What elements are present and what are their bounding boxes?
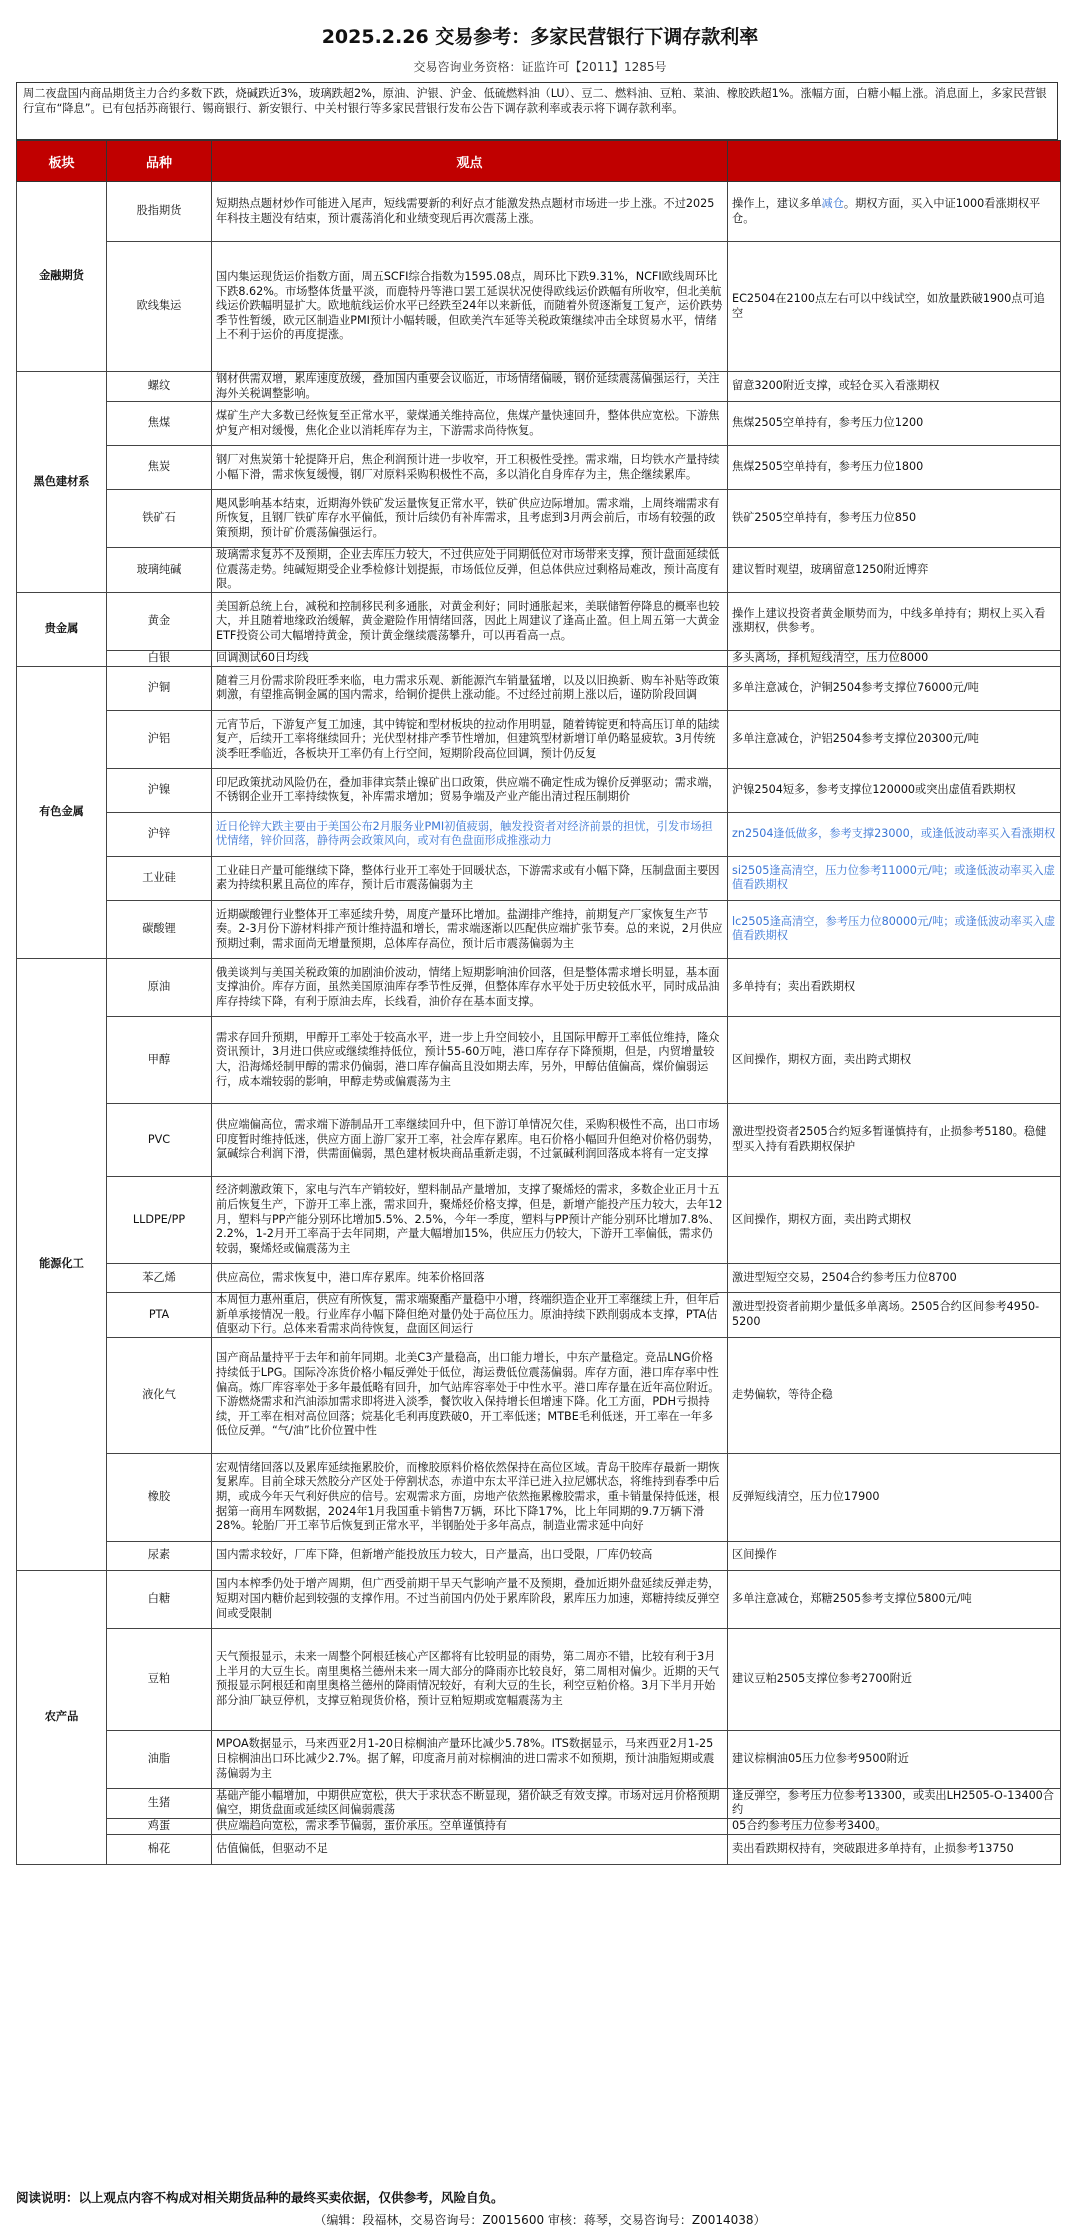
view-cell: 国产商品量持平于去年和前年同期。北美C3产量稳高，出口能力增长，中东产量稳定。竞品LNG价格持续低于LPG。国际冷冻货价格小幅反弹处于低位，海运费低位震荡偏弱。库存方面，港口库存率中性偏高。炼厂库容率处于多年最低略有回升，加气站库容率处于中性水平。港口库存量在近年高位附近。下游燃烧需求和汽油添加需求即将进入淡季，餐饮收入保持增长但增速下降。化工方面，PDH亏损持续，开工率在相对高位回落；烷基化毛利再度跌破0，开工率低迷；MTBE毛利低迷，开工率在一年多低位反弹。“气/油”比价位置中性 — [212, 1337, 728, 1453]
view-cell: 供应高位，需求恢复中，港口库存累库。纯苯价格回落 — [212, 1263, 728, 1292]
table-row — [17, 446, 1061, 490]
table-row — [17, 1788, 1061, 1818]
view-cell: 近期碳酸锂行业整体开工率延续升势，周度产量环比增加。盐湖排产维持，前期复产厂家恢复生产节奏。2-3月份下游材料排产预计维持温和增长，需求端逐渐以匹配供应端扩张节奏。总的来说，2月供应预期过剩，需求面尚无增量预期，总体库存高位，预计后市震荡偏弱为主 — [212, 900, 728, 958]
strategy-cell: 焦煤2505空单持有，参考压力位1800 — [728, 446, 1061, 490]
strategy-cell: 多单持有；卖出看跌期权 — [728, 958, 1061, 1016]
sector-cell: 农产品 — [17, 1570, 107, 1864]
sector-cell: 能源化工 — [17, 958, 107, 1570]
editor-credit: （编辑：段福林，交易咨询号：Z0015600 审核：蒋琴，交易咨询号：Z0014038） — [314, 2213, 766, 2227]
variety-cell: 沪镍 — [107, 768, 212, 812]
variety-cell: 甲醇 — [107, 1016, 212, 1103]
sector-cell: 有色金属 — [17, 666, 107, 958]
page-title: 2025.2.26 交易参考：多家民营银行下调存款利率 — [321, 26, 759, 48]
variety-cell: 苯乙烯 — [107, 1263, 212, 1292]
table-row — [17, 182, 1061, 242]
view-cell: 国内需求较好，厂库下降，但新增产能投放压力较大，日产量高，出口受限，厂库仍较高 — [212, 1541, 728, 1570]
header-variety: 品种 — [107, 141, 212, 182]
strategy-cell: si2505逢高清空，压力位参考11000元/吨；或逢低波动率买入虚值看跌期权 — [728, 856, 1061, 900]
variety-cell: 白银 — [107, 650, 212, 666]
table-row — [17, 1730, 1061, 1788]
view-cell: 短期热点题材炒作可能进入尾声，短线需要新的利好点才能激发热点题材市场进一步上涨。不过2025年科技主题没有结束，预计震荡消化和业绩变现后再次震荡上涨。 — [212, 182, 728, 242]
view-cell: 钢厂对焦炭第十轮提降开启，焦企利润预计进一步收窄，开工积极性受挫。需求端，日均铁水产量持续小幅下滑，需求恢复缓慢，钢厂对原料采购积极性不高，多以消化自身库存为主，焦企继续累库。 — [212, 446, 728, 490]
strategy-cell: 激进型投资者前期少量低多单离场。2505合约区间参考4950-5200 — [728, 1292, 1061, 1337]
view-cell: 玻璃需求复苏不及预期，企业去库压力较大，不过供应处于同期低位对市场带来支撑，预计盘面延续低位震荡走势。纯碱短期受企业季检修计划提振，市场低位反弹，但总体供应过剩格局难改，预计高度有限。 — [212, 548, 728, 593]
view-cell: 天气预报显示，未来一周整个阿根廷核心产区都将有比较明显的雨势，第二周亦不错，比较有利于3月上半月的大豆生长。南里奥格兰德州未来一周大部分的降雨亦比较良好，第二周相对偏少。近期的天气预报显示阿根廷和南里奥格兰德州的降雨情况较好，有利大豆的生长，利空豆粕价格。3月下半月开始部分油厂缺豆停机，支撑豆粕现货价格，预计豆粕短期或宽幅震荡为主 — [212, 1628, 728, 1730]
variety-cell: 生猪 — [107, 1788, 212, 1818]
view-cell: 元宵节后，下游复产复工加速，其中铸锭和型材板块的拉动作用明显，随着铸锭更和特高压订单的陆续复产，后续开工率将继续回升；光伏型材排产季节性增加，但建筑型材新增订单仍略显疲软。3月传统淡季旺季临近，各板块开工率仍有上行空间，短期阶段高位回调，预计仍反复 — [212, 710, 728, 768]
strategy-text-part: 减仓 — [821, 196, 844, 210]
header-strategy — [728, 141, 1061, 182]
strategy-text-part: 。期权方面，买入中证1000看涨期权平仓。 — [732, 196, 1041, 225]
view-cell: 工业硅日产量可能继续下降，整体行业开工率处于回暖状态，下游需求或有小幅下降，压制盘面主要因素为持续积累且高位的库存，预计后市震荡偏弱为主 — [212, 856, 728, 900]
view-cell: 美国新总统上台，减税和控制移民利多通胀，对黄金利好；同时通胀起来，美联储暂停降息的概率也较大，并且随着地缘政治缓解，黄金避险作用情绪回落，因此上周建议了逢高止盈。但上周五第一大黄金ETF投资公司大幅增持黄金，预计黄金继续震荡攀升，可以再看高一点。 — [212, 592, 728, 650]
strategy-text-part: 操作上，建议多单 — [732, 196, 822, 210]
strategy-cell: 05合约参考压力位参考3400。 — [728, 1818, 1061, 1834]
strategy-cell: 多单注意减仓，沪铜2504参考支撑位76000元/吨 — [728, 666, 1061, 710]
strategy-cell: zn2504逢低做多，参考支撑23000，或逢低波动率买入看涨期权 — [728, 812, 1061, 856]
strategy-cell: 激进型短空交易，2504合约参考压力位8700 — [728, 1263, 1061, 1292]
strategy-cell: 多单注意减仓，沪铝2504参考支撑位20300元/吨 — [728, 710, 1061, 768]
market-summary: 周二夜盘国内商品期货主力合约多数下跌，烧碱跌近3%，玻璃跌超2%，原油、沪银、沪金、低硫燃料油（LU）、豆二、燃料油、豆粕、菜油、橡胶跌超1%。涨幅方面，白糖小幅上涨。消息面上，多家民营银行宣布“降息”。已有包括苏商银行、锡商银行、新安银行、中关村银行等多家民营银行发布公告下调存款利率或表示将下调存款利率。 — [16, 82, 1058, 140]
table-row — [17, 372, 1061, 402]
variety-cell: PTA — [107, 1292, 212, 1337]
table-row — [17, 1292, 1061, 1337]
strategy-cell: 操作上建议投资者黄金顺势而为，中线多单持有；期权上买入看涨期权，供参考。 — [728, 592, 1061, 650]
strategy-cell: 建议棕榈油05压力位参考9500附近 — [728, 1730, 1061, 1788]
strategy-cell: 留意3200附近支撑，或轻仓买入看涨期权 — [728, 372, 1061, 402]
strategy-cell: 多单注意减仓，郑糖2505参考支撑位5800元/吨 — [728, 1570, 1061, 1628]
view-cell: 国内本榨季仍处于增产周期，但广西受前期干旱天气影响产量不及预期，叠加近期外盘延续反弹走势，短期对国内糖价起到较强的支撑作用。不过当前国内仍处于累库阶段，累库压力加速，郑糖持续反弹空间或受限制 — [212, 1570, 728, 1628]
variety-cell: 玻璃纯碱 — [107, 548, 212, 593]
table-row — [17, 592, 1061, 650]
view-cell: MPOA数据显示，马来西亚2月1-20日棕榈油产量环比减少5.78%。ITS数据显示，马来西亚2月1-25日棕榈油出口环比减少2.7%。据了解，印度斋月前对棕榈油的进口需求不如预期，预计油脂短期或震荡偏弱为主 — [212, 1730, 728, 1788]
table-row — [17, 856, 1061, 900]
view-cell: 宏观情绪回落以及累库延续拖累胶价，而橡胶原料价格依然保持在高位区域。青岛干胶库存最新一期恢复累库。目前全球天然胶分产区处于停割状态，赤道中东太平洋已进入拉尼娜状态，将维持到春季中后期，或成今年天气利好供应的信号。宏观需求方面，房地产依然拖累橡胶需求，重卡销量保持低迷，根据第一商用车网数据，2024年1月我国重卡销售7万辆，环比下降17%，比上年同期的9.7万辆下滑28%。轮胎厂开工率节后恢复到正常水平，半钢胎处于多年高点，制造业需求延中向好 — [212, 1453, 728, 1541]
table-row — [17, 666, 1061, 710]
reference-table — [16, 140, 1061, 1865]
table-row — [17, 548, 1061, 593]
header-sector: 板块 — [17, 141, 107, 182]
variety-cell: 沪铜 — [107, 666, 212, 710]
table-row — [17, 1176, 1061, 1263]
strategy-cell — [728, 182, 1061, 242]
variety-cell: 铁矿石 — [107, 490, 212, 548]
variety-cell: 螺纹 — [107, 372, 212, 402]
strategy-cell: 铁矿2505空单持有，参考压力位850 — [728, 490, 1061, 548]
table-row — [17, 490, 1061, 548]
view-cell: 本周恒力惠州重启，供应有所恢复，需求端聚酯产量稳中小增，终端织造企业开工率继续上升，但年后新单承接情况一般。行业库存小幅下降但绝对量仍处于高位压力。原油持续下跌削弱成本支撑，PTA估值驱动下行。总体来看需求尚待恢复，盘面区间运行 — [212, 1292, 728, 1337]
table-row — [17, 1818, 1061, 1834]
table-row — [17, 1103, 1061, 1176]
view-cell: 国内集运现货运价指数方面，周五SCFI综合指数为1595.08点，周环比下跌9.31%，NCFI欧线周环比下跌8.62%。市场整体货量平淡，而鹿特丹等港口罢工延误状况使得欧线运价跌幅有所收窄，但北美航线运价跌幅明显扩大。欧地航线运价水平已经跌至24年以来新低，而随着外贸逐渐复工复产，运价跌势季节性暂缓，欧元区制造业PMI预计小幅转暖，但欧美汽车延等关税政策继续冲击全球贸易水平，情绪上不利于运价的再度提涨。 — [212, 242, 728, 372]
table-row — [17, 1628, 1061, 1730]
variety-cell: 原油 — [107, 958, 212, 1016]
sector-cell: 金融期货 — [17, 182, 107, 372]
sector-cell: 贵金属 — [17, 592, 107, 666]
strategy-cell: 卖出看跌期权持有，突破跟进多单持有，止损参考13750 — [728, 1834, 1061, 1864]
variety-cell: 橡胶 — [107, 1453, 212, 1541]
view-cell: 回调测试60日均线 — [212, 650, 728, 666]
variety-cell: 工业硅 — [107, 856, 212, 900]
view-cell: 需求存回升预期，甲醇开工率处于较高水平，进一步上升空间较小，且国际甲醇开工率低位维持，隆众资讯预计，3月进口供应或继续维持低位，预计55-60万吨，港口库存存下降预期，但是，内贸增量较大，沿海烯烃制甲醇的需求仍偏弱，港口库存偏高且没如期去库，另外，甲醇估值偏高，煤价偏弱运行，成本端较弱的影响，甲醇走势或偏震荡为主 — [212, 1016, 728, 1103]
variety-cell: 白糖 — [107, 1570, 212, 1628]
table-row — [17, 1453, 1061, 1541]
view-cell: 近日伦锌大跌主要由于美国公布2月服务业PMI初值疲弱，触发投资者对经济前景的担忧，引发市场担忧情绪，锌价回落，静待两会政策风向，或对有色盘面形成推涨动力 — [212, 812, 728, 856]
strategy-cell: EC2504在2100点左右可以中线试空，如放量跌破1900点可追空 — [728, 242, 1061, 372]
variety-cell: 豆粕 — [107, 1628, 212, 1730]
strategy-cell: 激进型投资者2505合约短多暂谨慎持有，止损参考5180。稳健型买入持有看跌期权保护 — [728, 1103, 1061, 1176]
strategy-cell: 沪镍2504短多，参考支撑位120000或突出虚值看跌期权 — [728, 768, 1061, 812]
header-view: 观点 — [212, 141, 728, 182]
strategy-cell: 区间操作 — [728, 1541, 1061, 1570]
table-row — [17, 1263, 1061, 1292]
table-row — [17, 1016, 1061, 1103]
table-row — [17, 650, 1061, 666]
license-line: 交易咨询业务资格：证监许可【2011】1285号 — [413, 60, 667, 74]
variety-cell: 棉花 — [107, 1834, 212, 1864]
table-row — [17, 1337, 1061, 1453]
strategy-cell: 焦煤2505空单持有，参考压力位1200 — [728, 402, 1061, 446]
strategy-cell: 建议豆粕2505支撑位参考2700附近 — [728, 1628, 1061, 1730]
variety-cell: 鸡蛋 — [107, 1818, 212, 1834]
table-row — [17, 1541, 1061, 1570]
table-row — [17, 710, 1061, 768]
view-cell: 供应端趋向宽松，需求季节偏弱，蛋价承压。空单谨慎持有 — [212, 1818, 728, 1834]
variety-cell: 黄金 — [107, 592, 212, 650]
strategy-cell: 建议暂时观望，玻璃留意1250附近博弈 — [728, 548, 1061, 593]
strategy-cell: 走势偏软，等待企稳 — [728, 1337, 1061, 1453]
variety-cell: 焦炭 — [107, 446, 212, 490]
strategy-cell: lc2505逢高清空，参考压力位80000元/吨；或逢低波动率买入虚值看跌期权 — [728, 900, 1061, 958]
variety-cell: 碳酸锂 — [107, 900, 212, 958]
variety-cell: PVC — [107, 1103, 212, 1176]
table-row — [17, 1834, 1061, 1864]
variety-cell: LLDPE/PP — [107, 1176, 212, 1263]
variety-cell: 股指期货 — [107, 182, 212, 242]
variety-cell: 液化气 — [107, 1337, 212, 1453]
view-cell: 印尼政策扰动风险仍在，叠加菲律宾禁止镍矿出口政策，供应端不确定性成为镍价反弹驱动；需求端，不锈钢企业开工率持续恢复，补库需求增加；贸易争端及产业产能出清过程压制期价 — [212, 768, 728, 812]
variety-cell: 沪锌 — [107, 812, 212, 856]
variety-cell: 油脂 — [107, 1730, 212, 1788]
table-header-row — [17, 141, 1061, 182]
table-body — [17, 182, 1061, 1865]
view-cell: 经济刺激政策下，家电与汽车产销较好，塑料制品产量增加，支撑了聚烯烃的需求，多数企业正月十五前后恢复生产，下游开工率上涨，需求回升，聚烯烃价格支撑，但是，新增产能投产压力较大，去年12月，塑料与PP产能分别环比增加5.5%、2.5%，今年一季度，塑料与PP预计产能分别环比增加7.8%、2.2%，1-2月开工率高于去年同期，产量大幅增加15%，供应压力仍较大，下游开工率偏低，需求仍较弱，聚烯烃或偏震荡为主 — [212, 1176, 728, 1263]
variety-cell: 尿素 — [107, 1541, 212, 1570]
view-cell: 基础产能小幅增加，中期供应宽松，供大于求状态不断显现，猪价缺乏有效支撑。市场对远月价格预期偏空，期货盘面或延续区间偏弱震荡 — [212, 1788, 728, 1818]
view-cell: 俄美谈判与美国关税政策的加剧油价波动，情绪上短期影响油价回落，但是整体需求增长明显，基本面支撑油价。库存方面，虽然美国原油库存季节性反弹，但整体库存水平处于历史较低水平，同时成品油库存持续下降，有利于原油去库，长线看，油价存在基本面支撑。 — [212, 958, 728, 1016]
variety-cell: 焦煤 — [107, 402, 212, 446]
view-cell: 煤矿生产大多数已经恢复至正常水平，蒙煤通关维持高位，焦煤产量快速回升，整体供应宽松。下游焦炉复产相对缓慢，焦化企业以消耗库存为主，下游需求尚待恢复。 — [212, 402, 728, 446]
table-row — [17, 812, 1061, 856]
table-row — [17, 768, 1061, 812]
table-row — [17, 242, 1061, 372]
strategy-cell: 多头离场，择机短线清空，压力位8000 — [728, 650, 1061, 666]
table-row — [17, 958, 1061, 1016]
table-row — [17, 900, 1061, 958]
variety-cell: 欧线集运 — [107, 242, 212, 372]
strategy-cell: 反弹短线清空，压力位17900 — [728, 1453, 1061, 1541]
table-row — [17, 1570, 1061, 1628]
table-row — [17, 402, 1061, 446]
sector-cell: 黑色建材系 — [17, 372, 107, 593]
disclaimer: 阅读说明：以上观点内容不构成对相关期货品种的最终买卖依据，仅供参考，风险自负。 — [16, 2190, 504, 2205]
view-cell: 估值偏低，但驱动不足 — [212, 1834, 728, 1864]
view-cell: 钢材供需双增，累库速度放缓，叠加国内重要会议临近，市场情绪偏暖，钢价延续震荡偏强运行，关注海外关税调整影响。 — [212, 372, 728, 402]
view-cell: 随着三月份需求阶段旺季来临，电力需求乐观、新能源汽车销量猛增，以及以旧换新、购车补贴等政策刺激，有望推高铜金属的国内需求，给铜价提供上涨动能。不过经过前期上涨以后，谨防阶段回调 — [212, 666, 728, 710]
view-cell: 供应端偏高位，需求端下游制品开工率继续回升中，但下游订单情况欠佳，采购积极性不高，出口市场印度暂时维持低迷，供应方面上游厂家开工率，社会库存累库。电石价格小幅回升但绝对价格仍弱势，氯碱综合利润下滑，供需面偏弱，黑色建材板块商品重新走弱，不过氯碱利润回落成本将有一定支撑 — [212, 1103, 728, 1176]
variety-cell: 沪铝 — [107, 710, 212, 768]
strategy-cell: 区间操作，期权方面，卖出跨式期权 — [728, 1016, 1061, 1103]
strategy-cell: 区间操作，期权方面，卖出跨式期权 — [728, 1176, 1061, 1263]
strategy-cell: 逢反弹空，参考压力位参考13300，或卖出LH2505-O-13400合约 — [728, 1788, 1061, 1818]
view-cell: 飓风影响基本结束，近期海外铁矿发运量恢复正常水平，铁矿供应边际增加。需求端，上周终端需求有所恢复，且钢厂铁矿库存水平偏低，预计后续仍有补库需求，且考虑到3月两会前后，市场有较强的政策预期，预计矿价震荡偏强运行。 — [212, 490, 728, 548]
